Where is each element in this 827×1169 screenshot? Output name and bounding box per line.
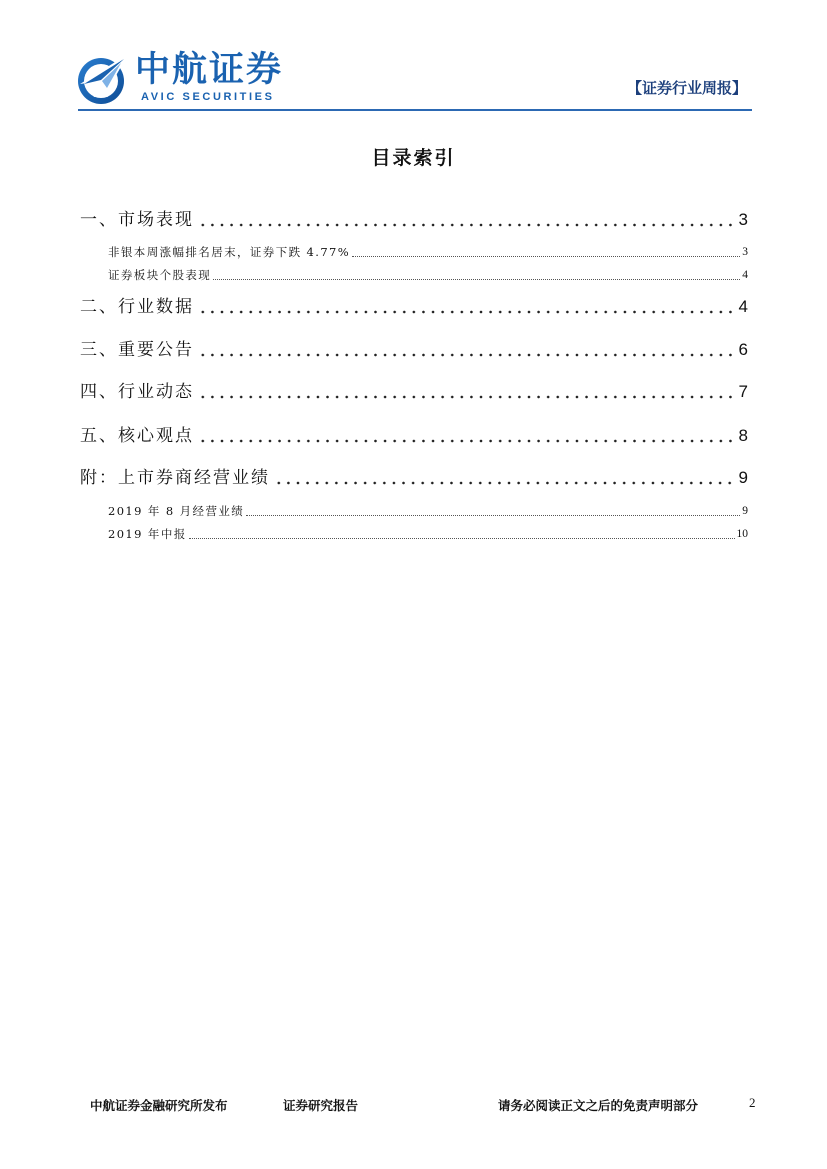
- toc-entry-announcements[interactable]: [80, 337, 748, 361]
- toc-dot-leader: [213, 278, 740, 280]
- toc-entry-label: 二、行业数据: [80, 297, 194, 317]
- toc-entry-page: 4: [742, 269, 748, 281]
- toc-title: 目录索引: [371, 147, 456, 169]
- toc-entry-core-views[interactable]: [80, 423, 748, 447]
- brand-name-cn: 中航证券: [135, 50, 284, 90]
- page-number: 2: [749, 1095, 756, 1110]
- toc-entry-label: 四、行业动态: [80, 382, 194, 402]
- toc-dot-leader: [274, 481, 735, 485]
- footer-report-category: 证券研究报告: [283, 1098, 359, 1113]
- header-divider: [78, 109, 752, 111]
- toc-subentry-nonbank-ranking[interactable]: [108, 244, 748, 260]
- toc-entry-page: 9: [742, 505, 748, 517]
- toc-dot-leader: [246, 514, 740, 516]
- toc-entry-page: 3: [738, 210, 748, 229]
- toc-dot-leader: [198, 223, 735, 227]
- footer-disclaimer: 请务必阅读正文之后的免责声明部分: [498, 1098, 699, 1113]
- toc-entry-industry-news[interactable]: [80, 379, 748, 403]
- toc-entry-market-performance[interactable]: [80, 207, 748, 231]
- toc-entry-page: 10: [736, 528, 748, 540]
- toc-entry-page: 7: [738, 382, 748, 401]
- toc-dot-leader: [198, 439, 735, 443]
- toc-subentry-august-results[interactable]: [108, 503, 748, 519]
- toc-dot-leader: [198, 353, 735, 357]
- toc-entry-label: 三、重要公告: [80, 340, 194, 360]
- toc-entry-page: 8: [738, 426, 748, 445]
- toc-entry-label: 2019 年中报: [108, 527, 187, 541]
- toc-subentry-stock-performance[interactable]: [108, 267, 748, 283]
- toc-entry-label: 附：上市券商经营业绩: [80, 468, 270, 488]
- footer-publisher: 中航证券金融研究所发布: [90, 1098, 228, 1113]
- toc-entry-appendix[interactable]: [80, 465, 748, 489]
- toc-entry-page: 4: [738, 297, 748, 316]
- toc-entry-page: 3: [742, 246, 748, 258]
- toc-entry-page: 6: [738, 340, 748, 359]
- brand-name-en: AVIC SECURITIES: [141, 91, 275, 103]
- toc-entry-label: 非银本周涨幅排名居末，证券下跌 4.77%: [108, 245, 351, 259]
- report-type-label: 【证券行业周报】: [626, 79, 747, 97]
- avic-logo-icon: [74, 50, 132, 106]
- toc-entry-industry-data[interactable]: [80, 294, 748, 318]
- toc-entry-page: 9: [738, 468, 748, 487]
- logo-badge-text: AVIC: [93, 92, 109, 99]
- toc-dot-leader: [189, 537, 735, 539]
- toc-entry-label: 证券板块个股表现: [108, 268, 212, 282]
- toc-dot-leader: [198, 310, 735, 314]
- toc-subentry-interim-report[interactable]: [108, 526, 748, 542]
- toc-entry-label: 五、核心观点: [80, 426, 194, 446]
- toc-dot-leader: [198, 395, 735, 399]
- toc-entry-label: 一、市场表现: [80, 210, 194, 230]
- toc-dot-leader: [352, 255, 740, 257]
- toc-entry-label: 2019 年 8 月经营业绩: [108, 504, 245, 518]
